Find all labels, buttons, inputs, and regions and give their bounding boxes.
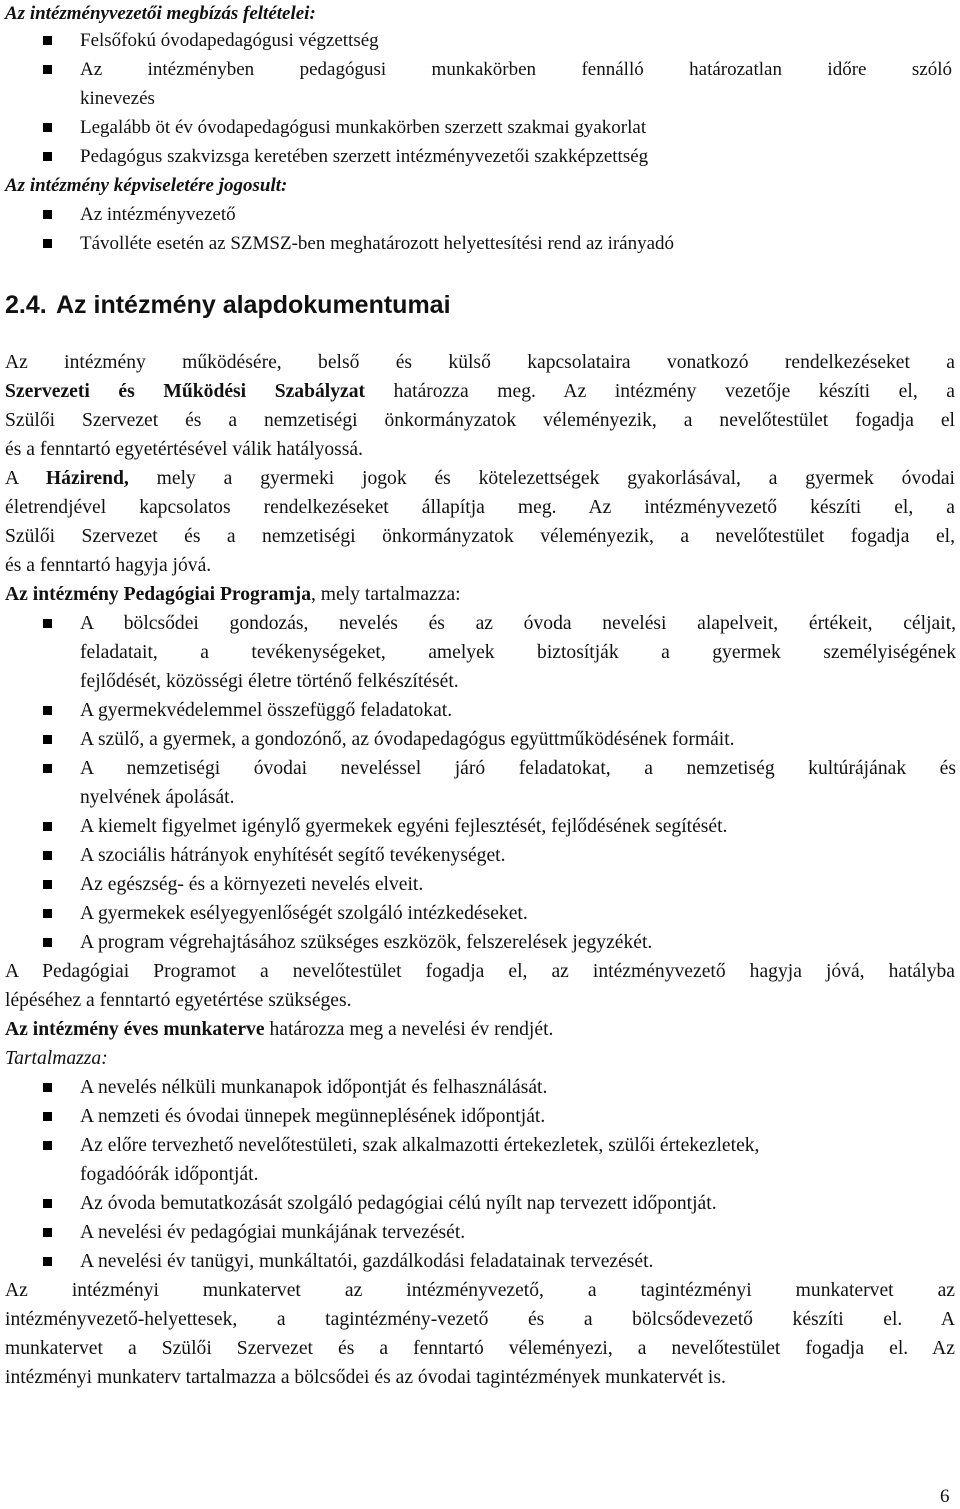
paragraph-text: határozza meg. Az intézmény vezetője készíti el, a <box>365 381 956 402</box>
bullet-square-icon <box>43 1257 52 1266</box>
bullet-square-icon <box>43 239 52 248</box>
bullet-square-icon <box>43 123 52 132</box>
bullet-square-icon <box>43 152 52 161</box>
document-name-program: Az intézmény Pedagógiai Programja <box>5 584 311 605</box>
paragraph-line: intézményi munkaterv tartalmazza a bölcsődei és az óvodai tagintézmények munkatervét is. <box>5 1367 726 1388</box>
list-item-continuation: kinevezés <box>80 88 155 109</box>
list-item: A szociális hátrányok enyhítését segítő tevékenységet. <box>80 845 506 866</box>
bullet-square-icon <box>43 764 52 773</box>
list-item: A nemzetiségi óvodai neveléssel járó feladatokat, a nemzetiség kultúrájának és <box>80 758 956 779</box>
document-name-hazirend: Házirend, <box>45 468 129 489</box>
bullet-square-icon <box>43 735 52 744</box>
paragraph-line: Szülői Szervezet és a nemzetiségi önkormányzatok véleményezik, a nevelőtestület fogadja el, <box>5 526 955 547</box>
bullet-square-icon <box>43 851 52 860</box>
bullet-square-icon <box>43 706 52 715</box>
document-name-workplan: Az intézmény éves munkaterve <box>5 1019 265 1040</box>
paragraph-line: életrendjével kapcsolatos rendelkezéseket állapítja meg. Az intézményvezető készíti el, a <box>5 497 955 518</box>
paragraph-text: A <box>5 468 46 489</box>
paragraph-text: határozza meg a nevelési év rendjét. <box>264 1019 554 1040</box>
paragraph-line <box>5 467 955 491</box>
bullet-square-icon <box>43 1141 52 1150</box>
bullet-square-icon <box>43 65 52 74</box>
list-item: A szülő, a gyermek, a gondozónő, az óvodapedagógus együttműködésének formáit. <box>80 729 735 750</box>
list-item: Az intézményvezető <box>80 204 236 225</box>
bullet-square-icon <box>43 880 52 889</box>
list-item-continuation: fogadóórák időpontját. <box>80 1164 259 1185</box>
list-item: A bölcsődei gondozás, nevelés és az óvoda nevelési alapelveit, értékeit, céljait, <box>80 613 956 634</box>
section-heading <box>5 290 451 320</box>
paragraph-line: és a fenntartó egyetértésével válik hatályossá. <box>5 439 363 460</box>
list-item: A kiemelt figyelmet igénylő gyermekek egyéni fejlesztését, fejlődésének segítését. <box>80 816 728 837</box>
section-heading-text: Az intézmény alapdokumentumai <box>56 291 451 319</box>
bullet-square-icon <box>43 1112 52 1121</box>
bullet-square-icon <box>43 619 52 628</box>
list-item-continuation: nyelvének ápolását. <box>80 787 235 808</box>
bullet-square-icon <box>43 909 52 918</box>
paragraph-line: Az intézmény működésére, belső és külső kapcsolataira vonatkozó rendelkezéseket a <box>5 352 955 373</box>
bullet-square-icon <box>43 1083 52 1092</box>
paragraph-line: és a fenntartó hagyja jóvá. <box>5 555 212 576</box>
list-item-continuation: fejlődését, közösségi életre történő felkészítését. <box>80 671 459 692</box>
section-number: 2.4. <box>5 291 47 319</box>
list-item: Az egészség- és a környezeti nevelés elveit. <box>80 874 424 895</box>
bullet-square-icon <box>43 938 52 947</box>
list-item: Az előre tervezhető nevelőtestületi, szak alkalmazotti értekezletek, szülői értekezletek, <box>80 1135 760 1156</box>
list-item: A nevelés nélküli munkanapok időpontját és felhasználását. <box>80 1077 548 1098</box>
document-name-szmsz: Szervezeti és Működési Szabályzat <box>5 381 366 402</box>
paragraph-line <box>5 583 461 607</box>
paragraph-line: lépéséhez a fenntartó egyetértése szükséges. <box>5 990 352 1011</box>
list-item: Legalább öt év óvodapedagógusi munkakörben szerzett szakmai gyakorlat <box>80 117 647 138</box>
bullet-square-icon <box>43 210 52 219</box>
list-item: Távolléte esetén az SZMSZ-ben meghatározott helyettesítési rend az irányadó <box>80 233 675 254</box>
section-title-representation: Az intézmény képviseletére jogosult: <box>5 175 288 196</box>
bullet-square-icon <box>43 36 52 45</box>
list-item: A gyermekvédelemmel összefüggő feladatokat. <box>80 700 453 721</box>
list-item: A nevelési év pedagógiai munkájának tervezését. <box>80 1222 466 1243</box>
paragraph-line <box>5 1018 553 1042</box>
bullet-square-icon <box>43 1228 52 1237</box>
paragraph-line: Szülői Szervezet és a nemzetiségi önkormányzatok véleményezik, a nevelőtestület fogadja el <box>5 410 955 431</box>
paragraph-line <box>5 380 955 404</box>
bullet-square-icon <box>43 1199 52 1208</box>
list-item: Felsőfokú óvodapedagógusi végzettség <box>80 30 379 51</box>
bullet-square-icon <box>43 822 52 831</box>
paragraph-line: munkatervet a Szülői Szervezet és a fenntartó véleményezi, a nevelőtestület fogadja el. Az <box>5 1338 955 1359</box>
paragraph-line: Az intézményi munkatervet az intézményvezető, a tagintézményi munkatervet az <box>5 1280 955 1301</box>
paragraph-line: intézményvezető-helyettesek, a tagintézmény-vezető és a bölcsődevezető készíti el. A <box>5 1309 955 1330</box>
page-number: 6 <box>940 1486 950 1507</box>
list-item: Az intézményben pedagógusi munkakörben fennálló határozatlan időre szóló <box>80 59 952 80</box>
list-item: Pedagógus szakvizsga keretében szerzett intézményvezetői szakképzettség <box>80 146 649 167</box>
contains-label: Tartalmazza: <box>5 1048 108 1069</box>
section-title-leader-requirements: Az intézményvezetői megbízás feltételei: <box>5 3 316 24</box>
paragraph-line: A Pedagógiai Programot a nevelőtestület fogadja el, az intézményvezető hagyja jóvá, hatályba <box>5 961 955 982</box>
list-item: A gyermekek esélyegyenlőségét szolgáló intézkedéseket. <box>80 903 528 924</box>
list-item: A nemzeti és óvodai ünnepek megünneplésének időpontját. <box>80 1106 546 1127</box>
list-item: Az óvoda bemutatkozását szolgáló pedagógiai célú nyílt nap tervezett időpontját. <box>80 1193 717 1214</box>
paragraph-text: mely a gyermeki jogok és kötelezettségek gyakorlásával, a gyermek óvodai <box>128 468 955 489</box>
list-item: A nevelési év tanügyi, munkáltatói, gazdálkodási feladatainak tervezését. <box>80 1251 654 1272</box>
list-item: A program végrehajtásához szükséges eszközök, felszerelések jegyzékét. <box>80 932 653 953</box>
list-item-continuation: feladatait, a tevékenységeket, amelyek biztosítják a gyermek személyiségének <box>80 642 956 663</box>
paragraph-text: , mely tartalmazza: <box>311 584 461 605</box>
